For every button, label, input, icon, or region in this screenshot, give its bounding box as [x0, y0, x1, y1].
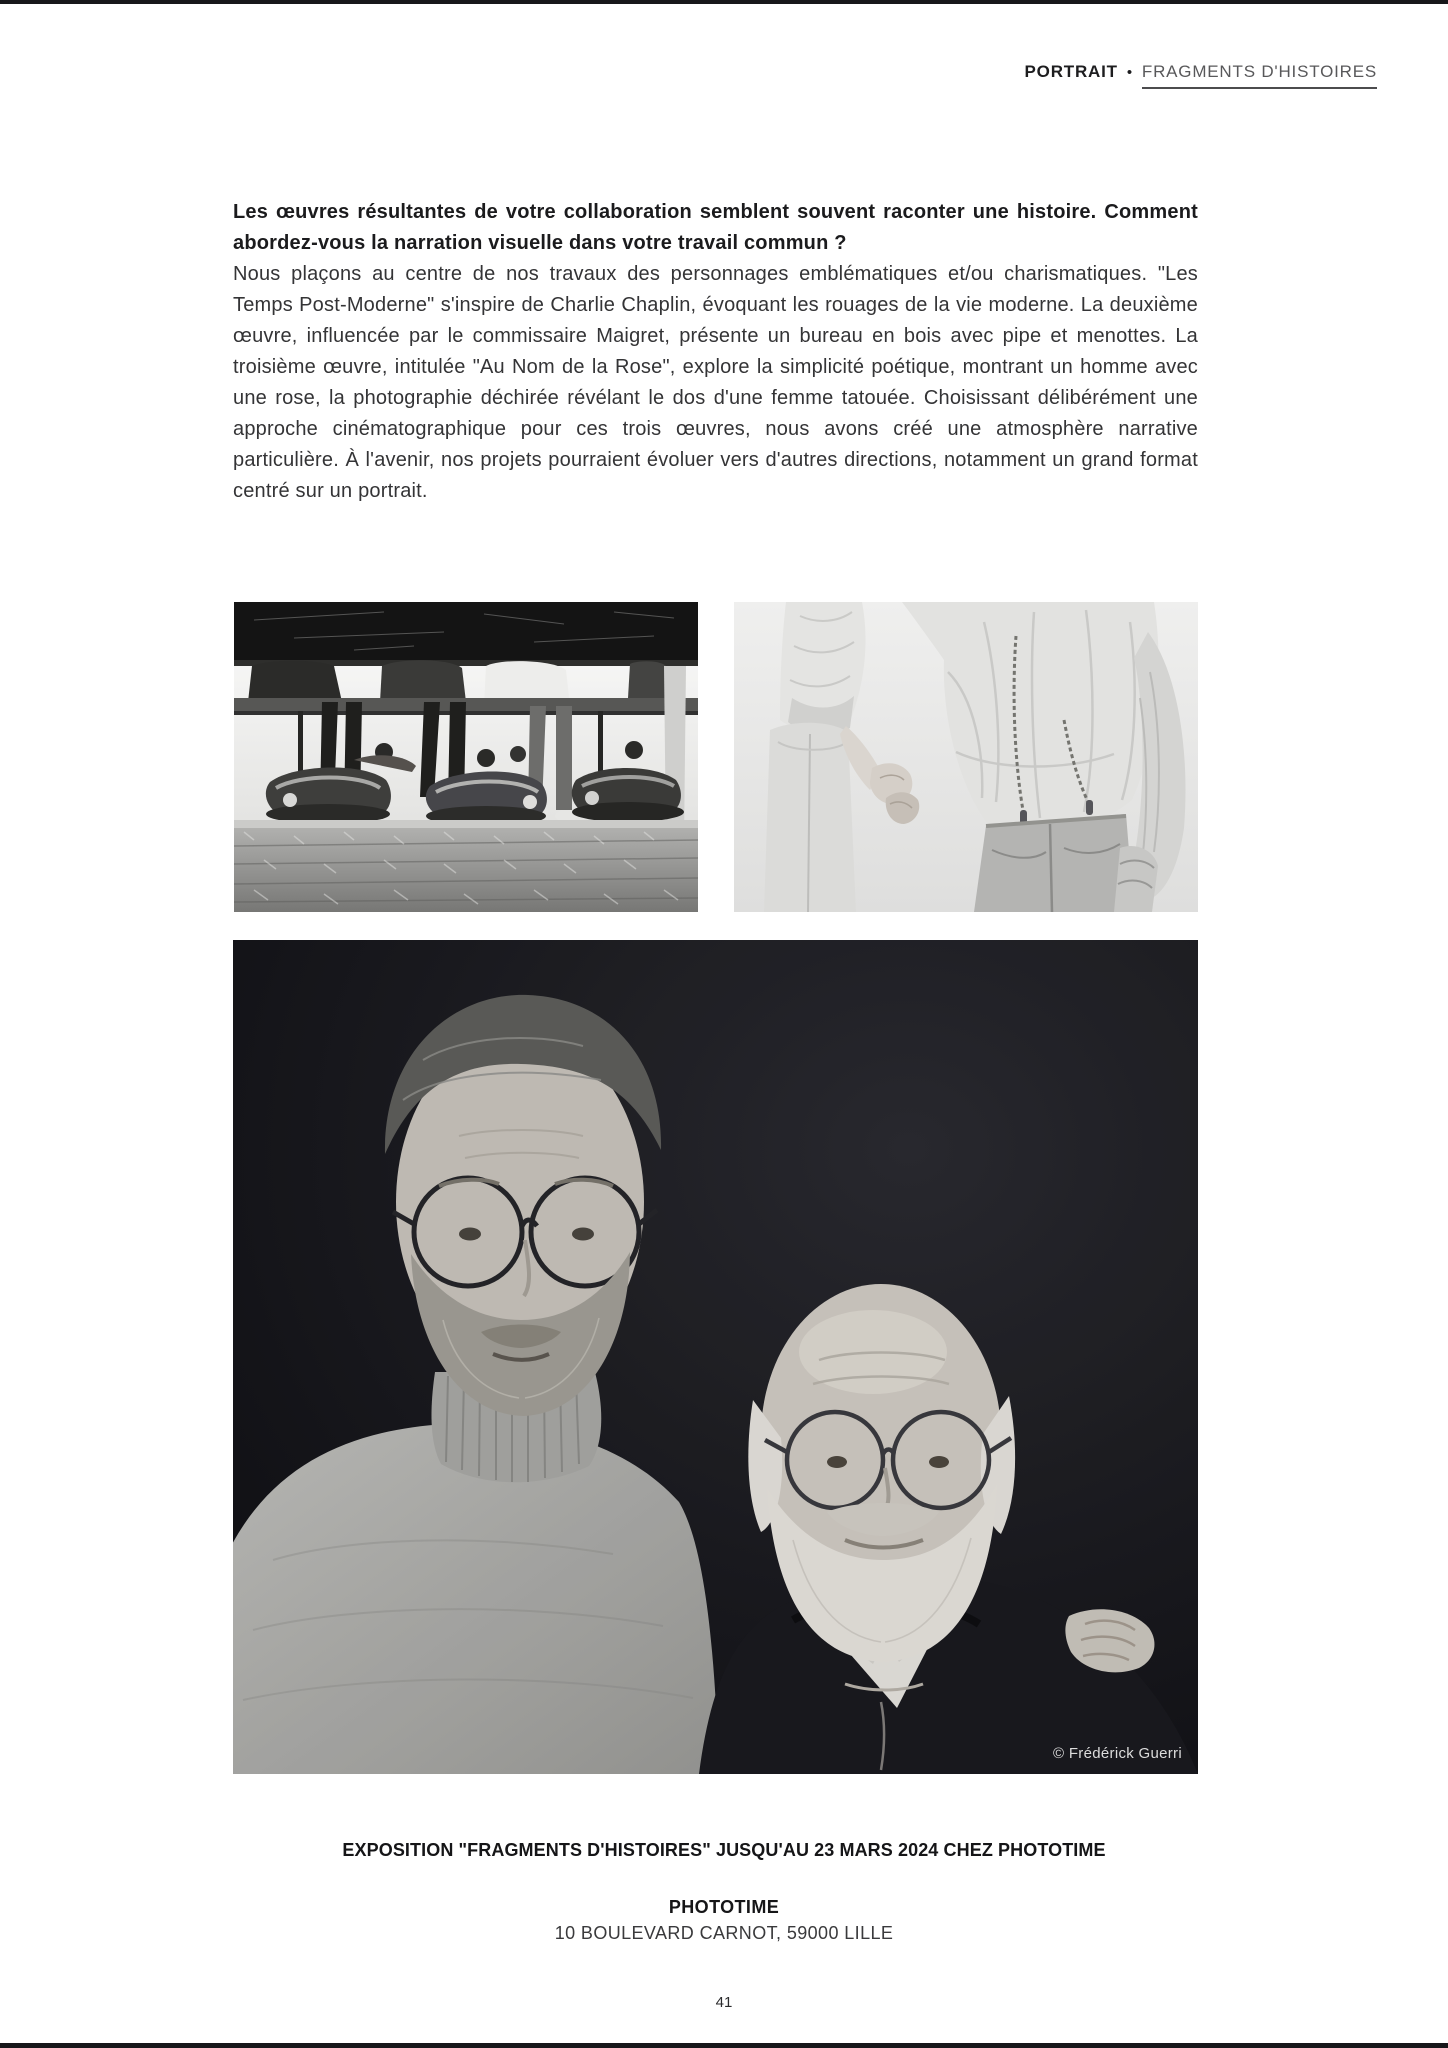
photo-row	[233, 602, 1198, 912]
photo-bumper-cars-illustration	[234, 602, 698, 912]
photo-bumper-cars	[234, 602, 698, 912]
page-top-edge-bar	[0, 0, 1448, 4]
photo-holding-hands	[734, 602, 1198, 912]
interview-answer: Nous plaçons au centre de nos travaux des personnages emblématiques et/ou charismatiques. "Les Temps Post-Moderne" s'inspire de Charlie Chaplin, évoquant les rouages de la vie moderne. La deuxième œuvre, influencée par le commissaire Maigret, présente un bureau en bois avec pipe et menottes. La troisième œuvre, intitulée "Au Nom de la Rose", explore la simplicité poétique, montrant un homme avec une rose, la photographie déchirée révélant le dos d'une femme tatouée. Choisissant délibérément une approche cinématographique pour ces trois œuvres, nous avons créé une atmosphère narrative particulière. À l'avenir, nos projets pourraient évoluer vers d'autres directions, notamment un grand format centré sur un portrait.	[233, 263, 1198, 502]
header-section-label: PORTRAIT	[1024, 62, 1118, 81]
portrait-illustration	[233, 940, 1198, 1774]
running-header	[1025, 62, 1377, 89]
exposition-announcement: EXPOSITION "FRAGMENTS D'HISTOIRES" JUSQU'AU 23 MARS 2024 CHEZ PHOTOTIME	[342, 1840, 1106, 1860]
photo-credit: © Frédérick Guerri	[1053, 1745, 1182, 1762]
interview-article	[233, 197, 1198, 507]
header-issue-title: FRAGMENTS D'HISTOIRES	[1142, 62, 1377, 89]
photo-holding-hands-illustration	[734, 602, 1198, 912]
page-number: 41	[715, 1994, 733, 2011]
venue-address: 10 BOULEVARD CARNOT, 59000 LILLE	[554, 1923, 894, 1943]
photo-portrait-two-men	[233, 940, 1198, 1774]
interview-question: Les œuvres résultantes de votre collaboration semblent souvent raconter une histoire. Comment abordez-vous la narration visuelle dans votre travail commun ?	[233, 201, 1198, 254]
page-bottom-edge-bar	[0, 2043, 1448, 2048]
venue-name: PHOTOTIME	[668, 1897, 780, 1917]
bullet-separator-icon: •	[1126, 64, 1133, 81]
